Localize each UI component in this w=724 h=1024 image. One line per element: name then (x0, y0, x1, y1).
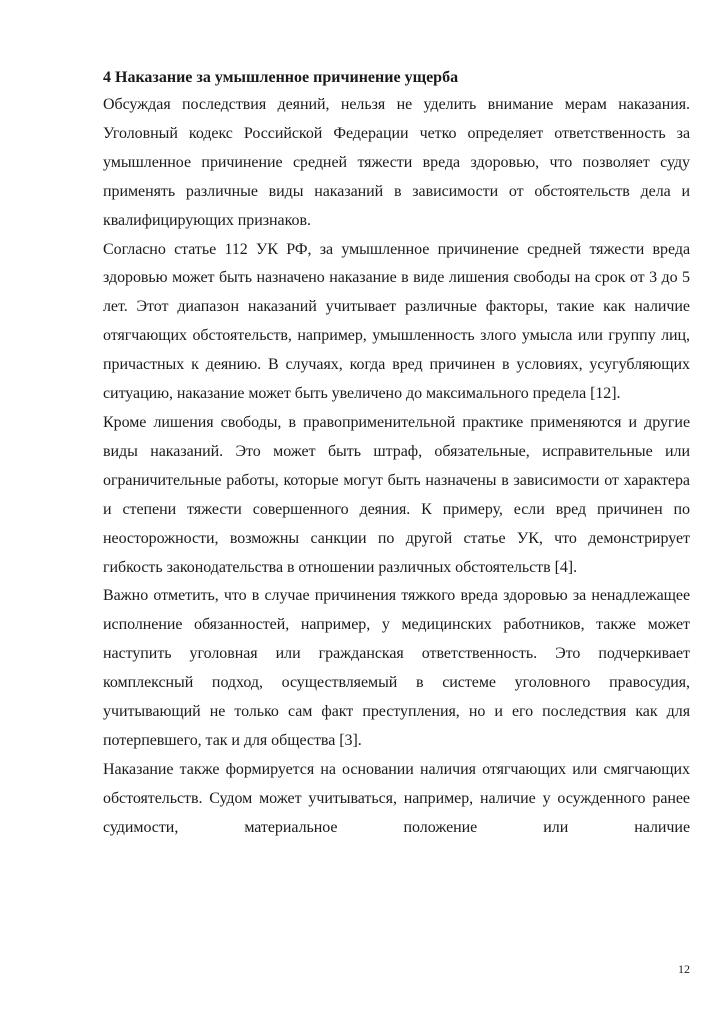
paragraph-1: Обсуждая последствия деяний, нельзя не уделить внимание мерам наказания. Уголовный кодекс Российской Федерации четко определяет ответственность за умышленное причинение средней тяжести вреда здоровью, что позволяет суду применять различные виды наказаний в зависимости от обстоятельств дела и квалифицирующих признаков. (103, 96, 690, 229)
paragraph-4: Важно отметить, что в случае причинения тяжкого вреда здоровью за ненадлежащее исполнение обязанностей, например, у медицинских работников, также может наступить уголовная или гражданская ответственность. Это подчеркивает комплексный подход, осуществляемый в системе уголовного правосудия, учитывающий не только сам факт преступления, но и его последствия как для потерпевшего, так и для общества [3]. (103, 587, 690, 749)
document-page (103, 64, 690, 843)
page-number: 12 (678, 962, 690, 976)
paragraph-3: Кроме лишения свободы, в правоприменительной практике применяются и другие виды наказаний. Это может быть штраф, обязательные, исправительные или ограничительные работы, которые могут быть назначены в зависимости от характера и степени тяжести совершенного деяния. К примеру, если вред причинен по неосторожности, возможны санкции по другой статье УК, что демонстрирует гибкость законодательства в отношении различных обстоятельств [4]. (103, 413, 690, 576)
paragraph-5: Наказание также формируется на основании наличия отягчающих или смягчающих обстоятельств. Судом может учитываться, например, наличие у осужденного ранее судимости, материальное положение или наличие (103, 760, 690, 836)
section-heading: 4 Наказание за умышленное причинение ущерба (103, 69, 459, 86)
paragraph-2: Согласно статье 112 УК РФ, за умышленное причинение средней тяжести вреда здоровью может быть назначено наказание в виде лишения свободы на срок от 3 до 5 лет. Этот диапазон наказаний учитывает различные факторы, такие как наличие отягчающих обстоятельств, например, умышленность злого умысла или группу лиц, причастных к деянию. В случаях, когда вред причинен в условиях, усугубляющих ситуацию, наказание может быть увеличено до максимального предела [12]. (103, 240, 690, 403)
